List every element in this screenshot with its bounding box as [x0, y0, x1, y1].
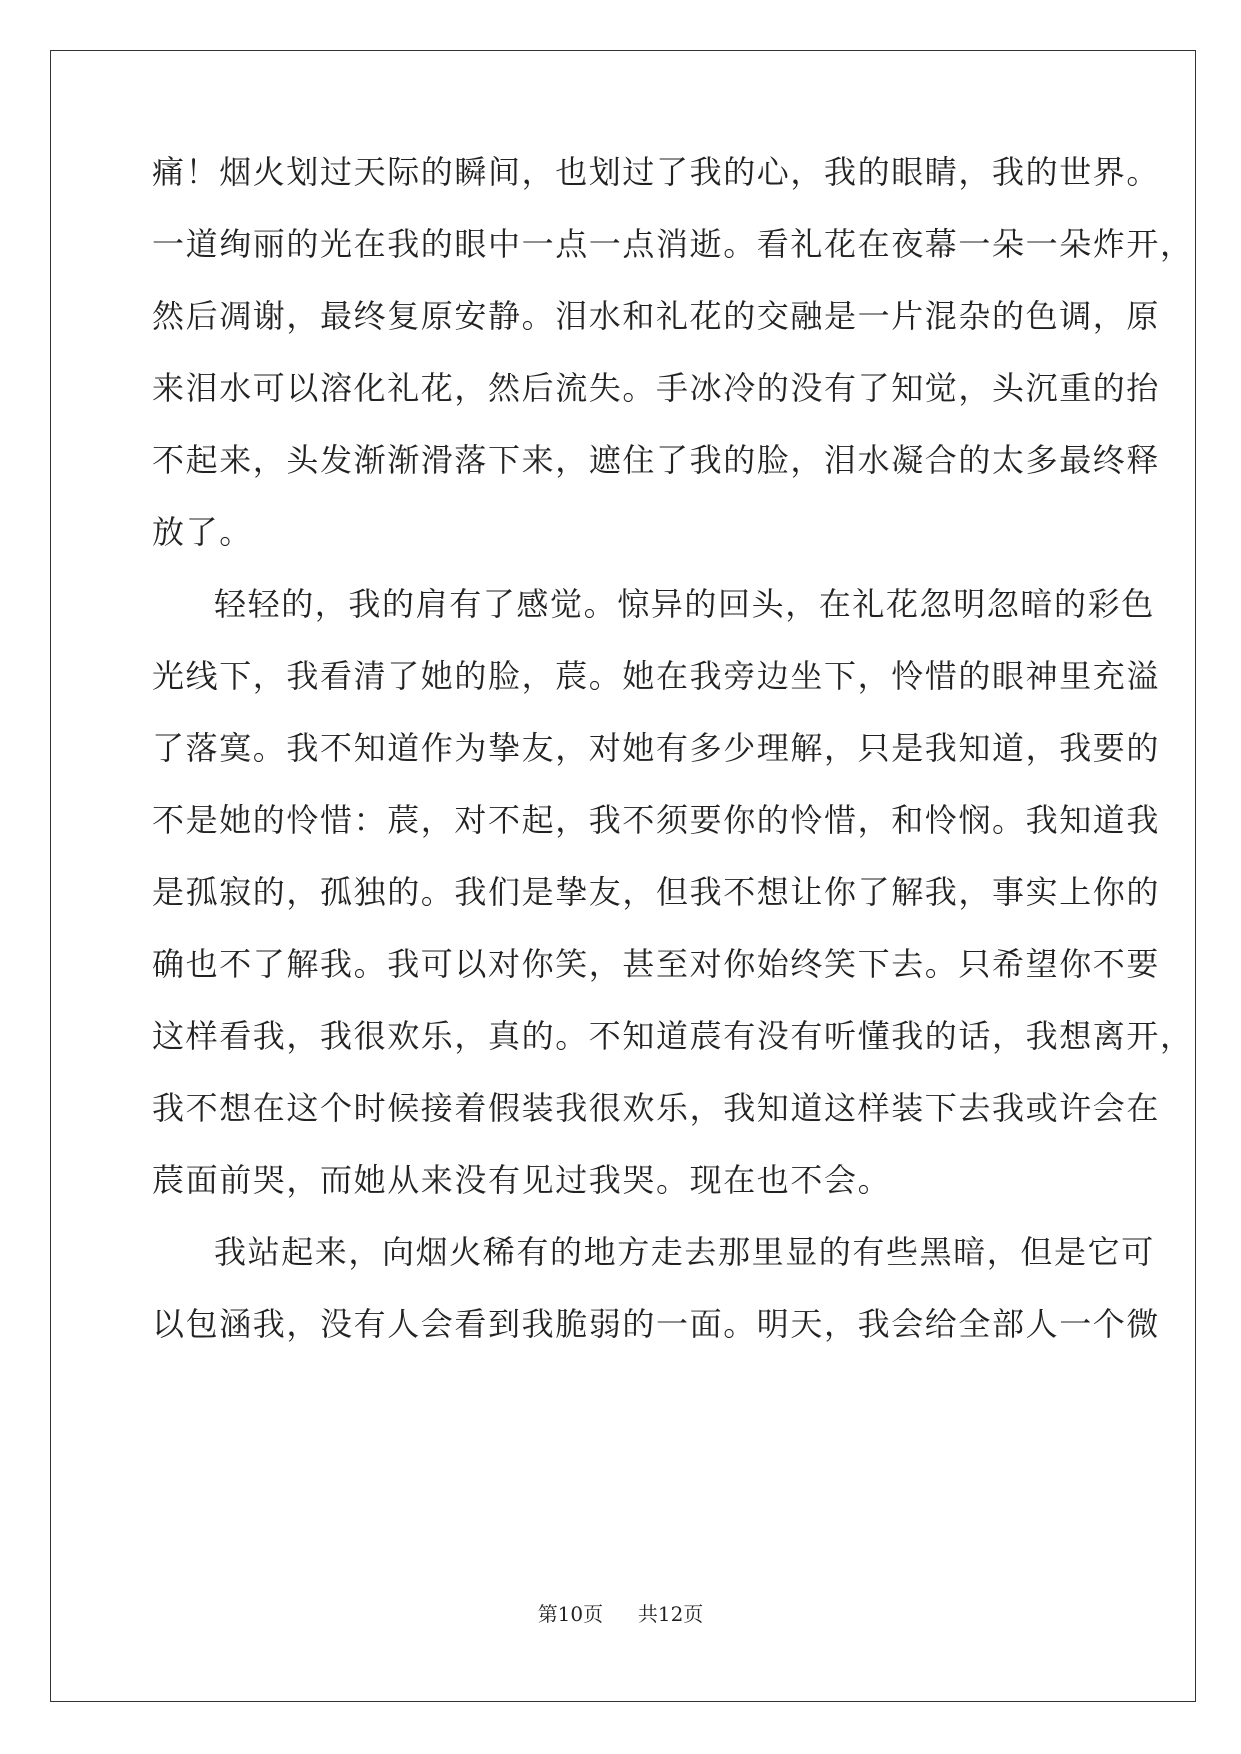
text-line-7: 轻轻的，我的肩有了感觉。惊异的回头，在礼花忽明忽暗的彩色	[214, 585, 1155, 623]
page-number-current: 第10页	[537, 1602, 604, 1626]
page-number-total: 共12页	[637, 1602, 704, 1626]
text-line-8: 光线下，我看清了她的脸，莀。她在我旁边坐下，怜惜的眼神里充溢	[152, 657, 1161, 695]
text-line-11: 是孤寂的，孤独的。我们是挚友，但我不想让你了解我，事实上你的	[152, 873, 1161, 911]
page-footer	[0, 1602, 1241, 1626]
text-line-6: 放了。	[152, 513, 253, 551]
text-line-17: 以包涵我，没有人会看到我脆弱的一面。明天，我会给全部人一个微	[152, 1305, 1161, 1343]
text-line-3: 然后凋谢，最终复原安静。泪水和礼花的交融是一片混杂的色调，原	[152, 297, 1161, 335]
text-line-12: 确也不了解我。我可以对你笑，甚至对你始终笑下去。只希望你不要	[152, 945, 1161, 983]
text-line-4: 来泪水可以溶化礼花，然后流失。手冰冷的没有了知觉，头沉重的抬	[152, 369, 1161, 407]
text-line-15: 莀面前哭，而她从来没有见过我哭。现在也不会。	[152, 1161, 892, 1199]
text-line-10: 不是她的怜惜：莀，对不起，我不须要你的怜惜，和怜悯。我知道我	[152, 801, 1161, 839]
text-line-1: 痛！烟火划过天际的瞬间，也划过了我的心，我的眼睛，我的世界。	[152, 153, 1161, 191]
text-line-9: 了落寞。我不知道作为挚友，对她有多少理解，只是我知道，我要的	[152, 729, 1161, 767]
text-line-5: 不起来，头发渐渐滑落下来，遮住了我的脸，泪水凝合的太多最终释	[152, 441, 1161, 479]
text-line-13: 这样看我，我很欢乐，真的。不知道莀有没有听懂我的话，我想离开，	[152, 1017, 1194, 1055]
text-line-2: 一道绚丽的光在我的眼中一点一点消逝。看礼花在夜幕一朵一朵炸开，	[152, 225, 1194, 263]
text-line-16: 我站起来，向烟火稀有的地方走去那里显的有些黑暗，但是它可	[214, 1233, 1155, 1271]
text-line-14: 我不想在这个时候接着假装我很欢乐，我知道这样装下去我或许会在	[152, 1089, 1161, 1127]
